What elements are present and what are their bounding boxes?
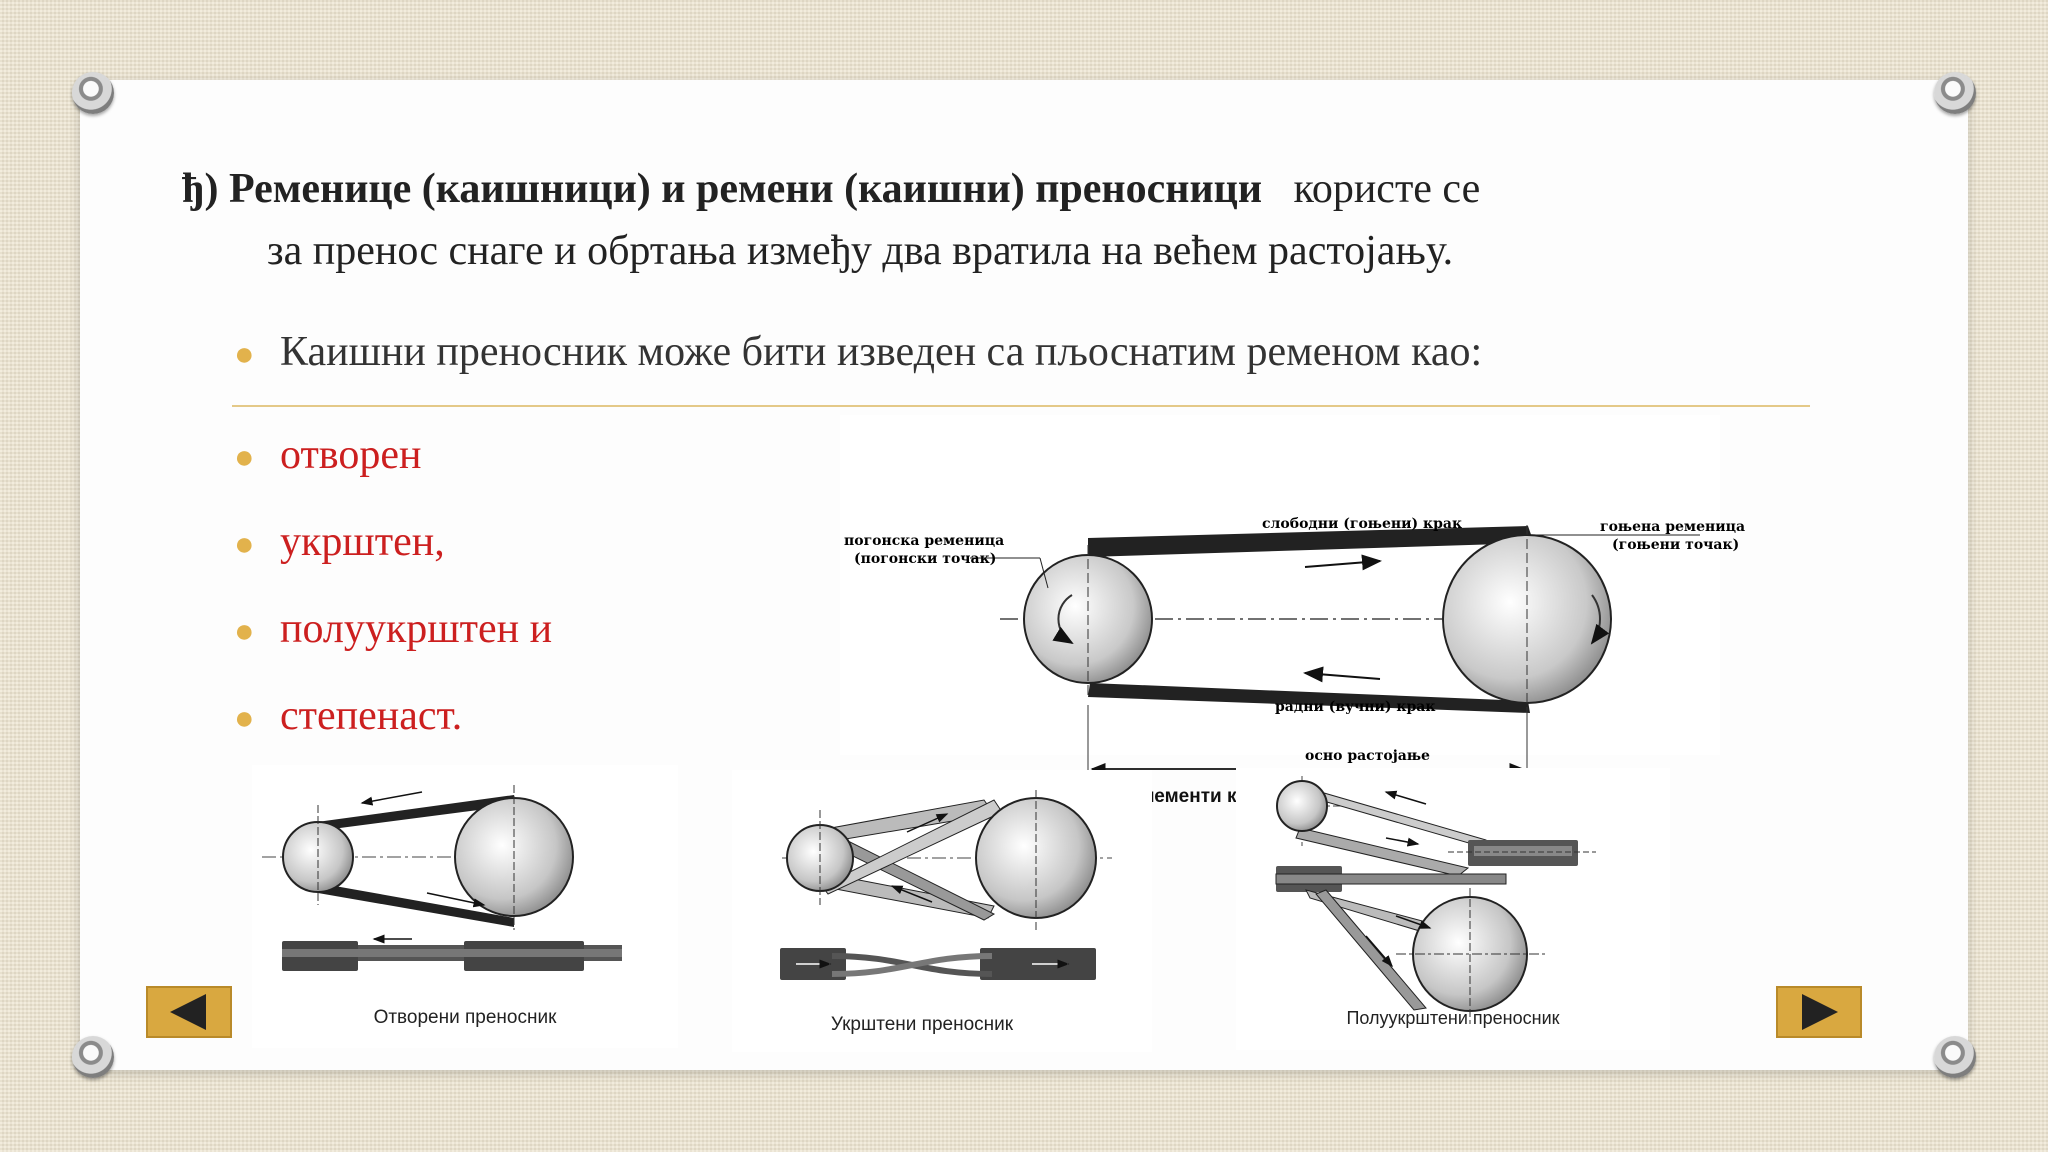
- list-item: [234, 588, 552, 675]
- list-item: [234, 675, 552, 762]
- label-working-leg: радни (вучни) крак: [1275, 699, 1436, 715]
- label-driven-wheel: (гоњени точак): [1612, 537, 1740, 553]
- caption-open: Отворени преносник: [373, 1007, 557, 1028]
- previous-slide-button[interactable]: [146, 986, 232, 1038]
- main-belt-diagram: [840, 415, 1746, 807]
- label-free-leg: слободни (гоњени) крак: [1262, 516, 1463, 532]
- main-figure-caption: елементи: [1131, 786, 1222, 807]
- arrow-icon: [1305, 561, 1380, 567]
- heading-bold: ђ) Ременице (каишници) и ремени (каишни) преносници: [182, 166, 1263, 212]
- heading-rest: користе се: [1293, 166, 1481, 212]
- screw-icon: [72, 72, 114, 114]
- bullet-icon: ●: [234, 336, 255, 374]
- crossed-belt-diagram: [732, 770, 1152, 1052]
- type-label: отворен: [280, 432, 422, 478]
- caption-crossed: Укрштени преносник: [830, 1014, 1014, 1035]
- label-driving-wheel: (погонски точак): [854, 551, 997, 567]
- label-axle-distance: осно растојање: [1305, 748, 1430, 764]
- label-driven-pulley: гоњена ременица: [1600, 519, 1746, 535]
- type-label: степенаст.: [280, 693, 463, 739]
- arrow-icon: [1305, 673, 1380, 679]
- list-item: [234, 501, 552, 588]
- type-label: укрштен,: [280, 519, 445, 565]
- list-item: [234, 414, 552, 501]
- heading-line2: за пренос снаге и обртања између два вратила на већем растојању.: [267, 228, 1454, 274]
- type-label: полуукрштен и: [280, 606, 553, 652]
- bullet-icon: ●: [234, 613, 255, 651]
- triangle-left-icon: [148, 988, 230, 1036]
- intro-text: Каишни преносник може бити изведен са пљоснатим ременом као:: [280, 329, 1483, 375]
- label-driving-pulley: погонска ременица: [844, 533, 1005, 549]
- bullet-icon: ●: [234, 439, 255, 477]
- bullet-icon: ●: [234, 526, 255, 564]
- intro-bullet: [234, 328, 1482, 376]
- screw-icon: [1934, 1036, 1976, 1078]
- open-belt-diagram: [252, 765, 678, 1048]
- bullet-icon: ●: [234, 700, 255, 738]
- screw-icon: [72, 1036, 114, 1078]
- caption-half-crossed: Полуукрштени преносник: [1346, 1008, 1560, 1028]
- half-crossed-belt-diagram: [1236, 768, 1670, 1050]
- divider: [232, 405, 1810, 407]
- triangle-right-icon: [1778, 988, 1860, 1036]
- slide-heading: [182, 158, 1862, 282]
- types-list: [234, 414, 552, 762]
- slide: [80, 80, 1968, 1070]
- next-slide-button[interactable]: [1776, 986, 1862, 1038]
- screw-icon: [1934, 72, 1976, 114]
